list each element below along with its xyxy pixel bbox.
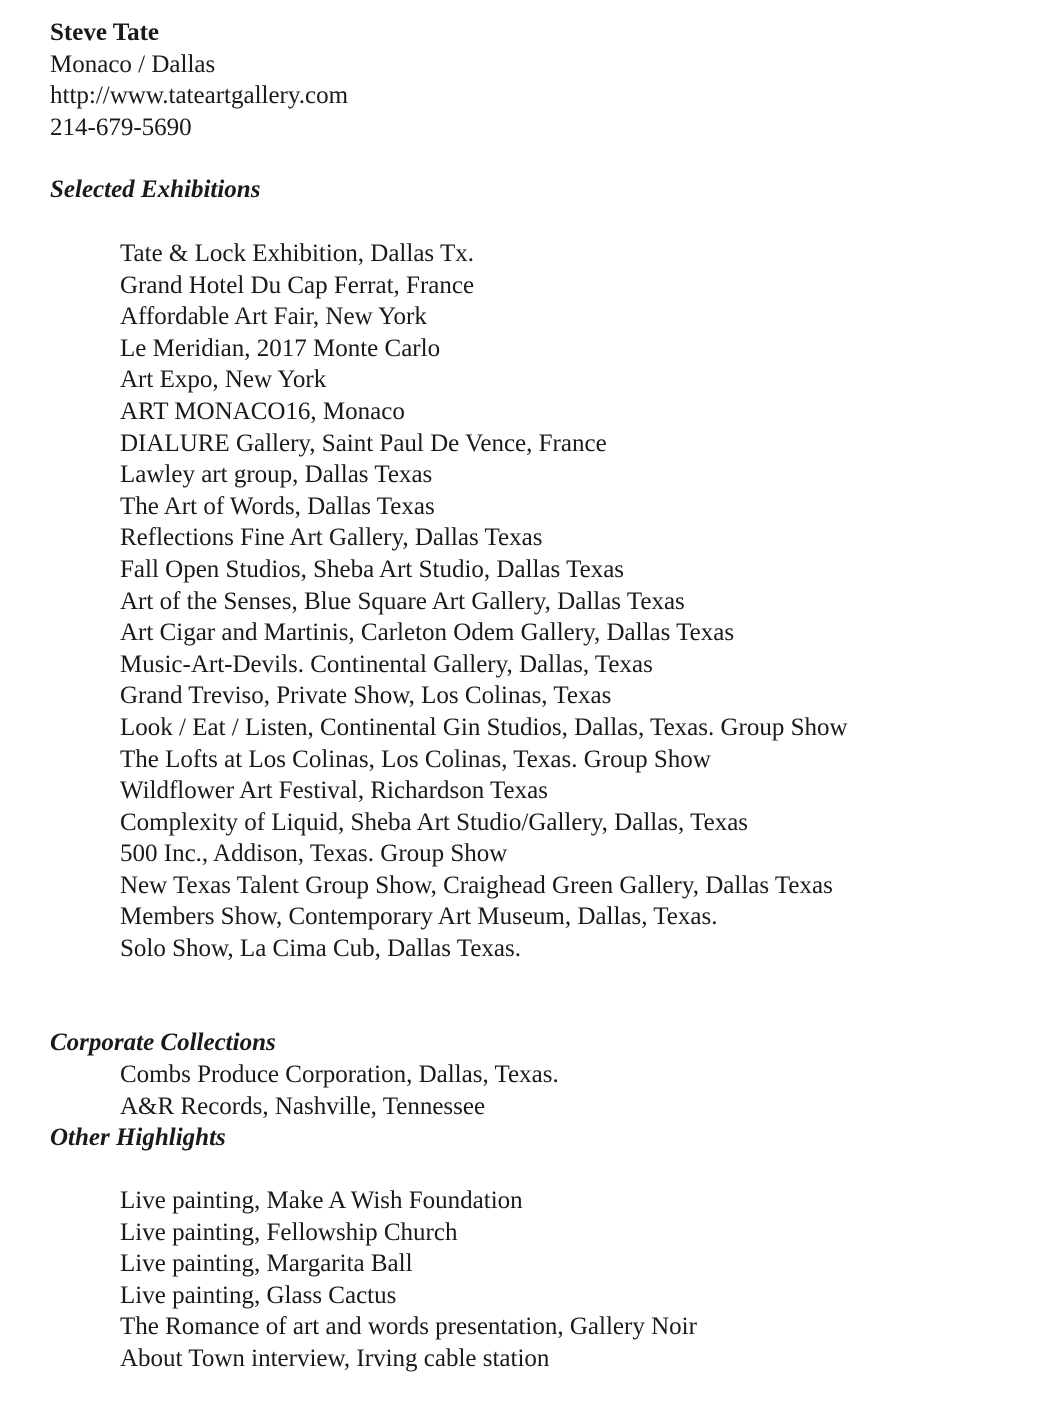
list-item: Complexity of Liquid, Sheba Art Studio/Gallery, Dallas, Texas bbox=[120, 808, 749, 836]
list-item: Live painting, Glass Cactus bbox=[120, 1281, 397, 1309]
list-item: Grand Hotel Du Cap Ferrat, France bbox=[120, 271, 475, 299]
list-item: Live painting, Margarita Ball bbox=[120, 1250, 413, 1278]
exhibitions-list bbox=[120, 238, 880, 965]
list-item: A&R Records, Nashville, Tennessee bbox=[120, 1092, 486, 1120]
list-item: Reflections Fine Art Gallery, Dallas Texas bbox=[120, 524, 543, 552]
list-item: Affordable Art Fair, New York bbox=[120, 303, 427, 331]
section-title-corporate-collections: Corporate Collections bbox=[50, 1029, 276, 1056]
list-item: Music-Art-Devils. Continental Gallery, Dallas, Texas bbox=[120, 650, 653, 678]
list-item: Grand Treviso, Private Show, Los Colinas, Texas bbox=[120, 682, 612, 710]
list-item: Solo Show, La Cima Cub, Dallas Texas. bbox=[120, 935, 522, 963]
list-item: Le Meridian, 2017 Monte Carlo bbox=[120, 334, 441, 362]
corporate-collections-list bbox=[120, 1059, 880, 1122]
list-item: Wildflower Art Festival, Richardson Texas bbox=[120, 777, 548, 805]
list-item: The Art of Words, Dallas Texas bbox=[120, 492, 435, 520]
list-item: Art Cigar and Martinis, Carleton Odem Gallery, Dallas Texas bbox=[120, 619, 735, 647]
list-item: The Romance of art and words presentation, Gallery Noir bbox=[120, 1313, 697, 1341]
list-item: Fall Open Studios, Sheba Art Studio, Dallas Texas bbox=[120, 555, 625, 583]
list-item: Art Expo, New York bbox=[120, 366, 327, 394]
list-item: 500 Inc., Addison, Texas. Group Show bbox=[120, 840, 508, 868]
list-item: The Lofts at Los Colinas, Los Colinas, Texas. Group Show bbox=[120, 745, 711, 773]
list-item: About Town interview, Irving cable station bbox=[120, 1344, 550, 1372]
other-highlights-list bbox=[120, 1185, 880, 1375]
location: Monaco / Dallas bbox=[50, 50, 216, 78]
section-title-other-highlights: Other Highlights bbox=[50, 1124, 226, 1151]
artist-name: Steve Tate bbox=[50, 19, 160, 46]
website-link[interactable]: http://www.tateartgallery.com bbox=[50, 82, 349, 109]
list-item: Live painting, Make A Wish Foundation bbox=[120, 1187, 523, 1214]
list-item: Art of the Senses, Blue Square Art Gallery, Dallas Texas bbox=[120, 587, 685, 615]
phone-number: 214-679-5690 bbox=[50, 113, 192, 141]
list-item: Tate & Lock Exhibition, Dallas Tx. bbox=[120, 240, 474, 267]
contact-header bbox=[50, 17, 348, 143]
list-item: Look / Eat / Listen, Continental Gin Studios, Dallas, Texas. Group Show bbox=[120, 713, 848, 741]
list-item: Live painting, Fellowship Church bbox=[120, 1218, 458, 1246]
list-item: Lawley art group, Dallas Texas bbox=[120, 461, 433, 489]
list-item: DIALURE Gallery, Saint Paul De Vence, France bbox=[120, 429, 607, 457]
section-title-exhibitions: Selected Exhibitions bbox=[50, 176, 261, 203]
list-item: ART MONACO16, Monaco bbox=[120, 397, 405, 425]
list-item: Members Show, Contemporary Art Museum, Dallas, Texas. bbox=[120, 903, 718, 931]
list-item: Combs Produce Corporation, Dallas, Texas. bbox=[120, 1061, 559, 1088]
list-item: New Texas Talent Group Show, Craighead Green Gallery, Dallas Texas bbox=[120, 871, 833, 899]
